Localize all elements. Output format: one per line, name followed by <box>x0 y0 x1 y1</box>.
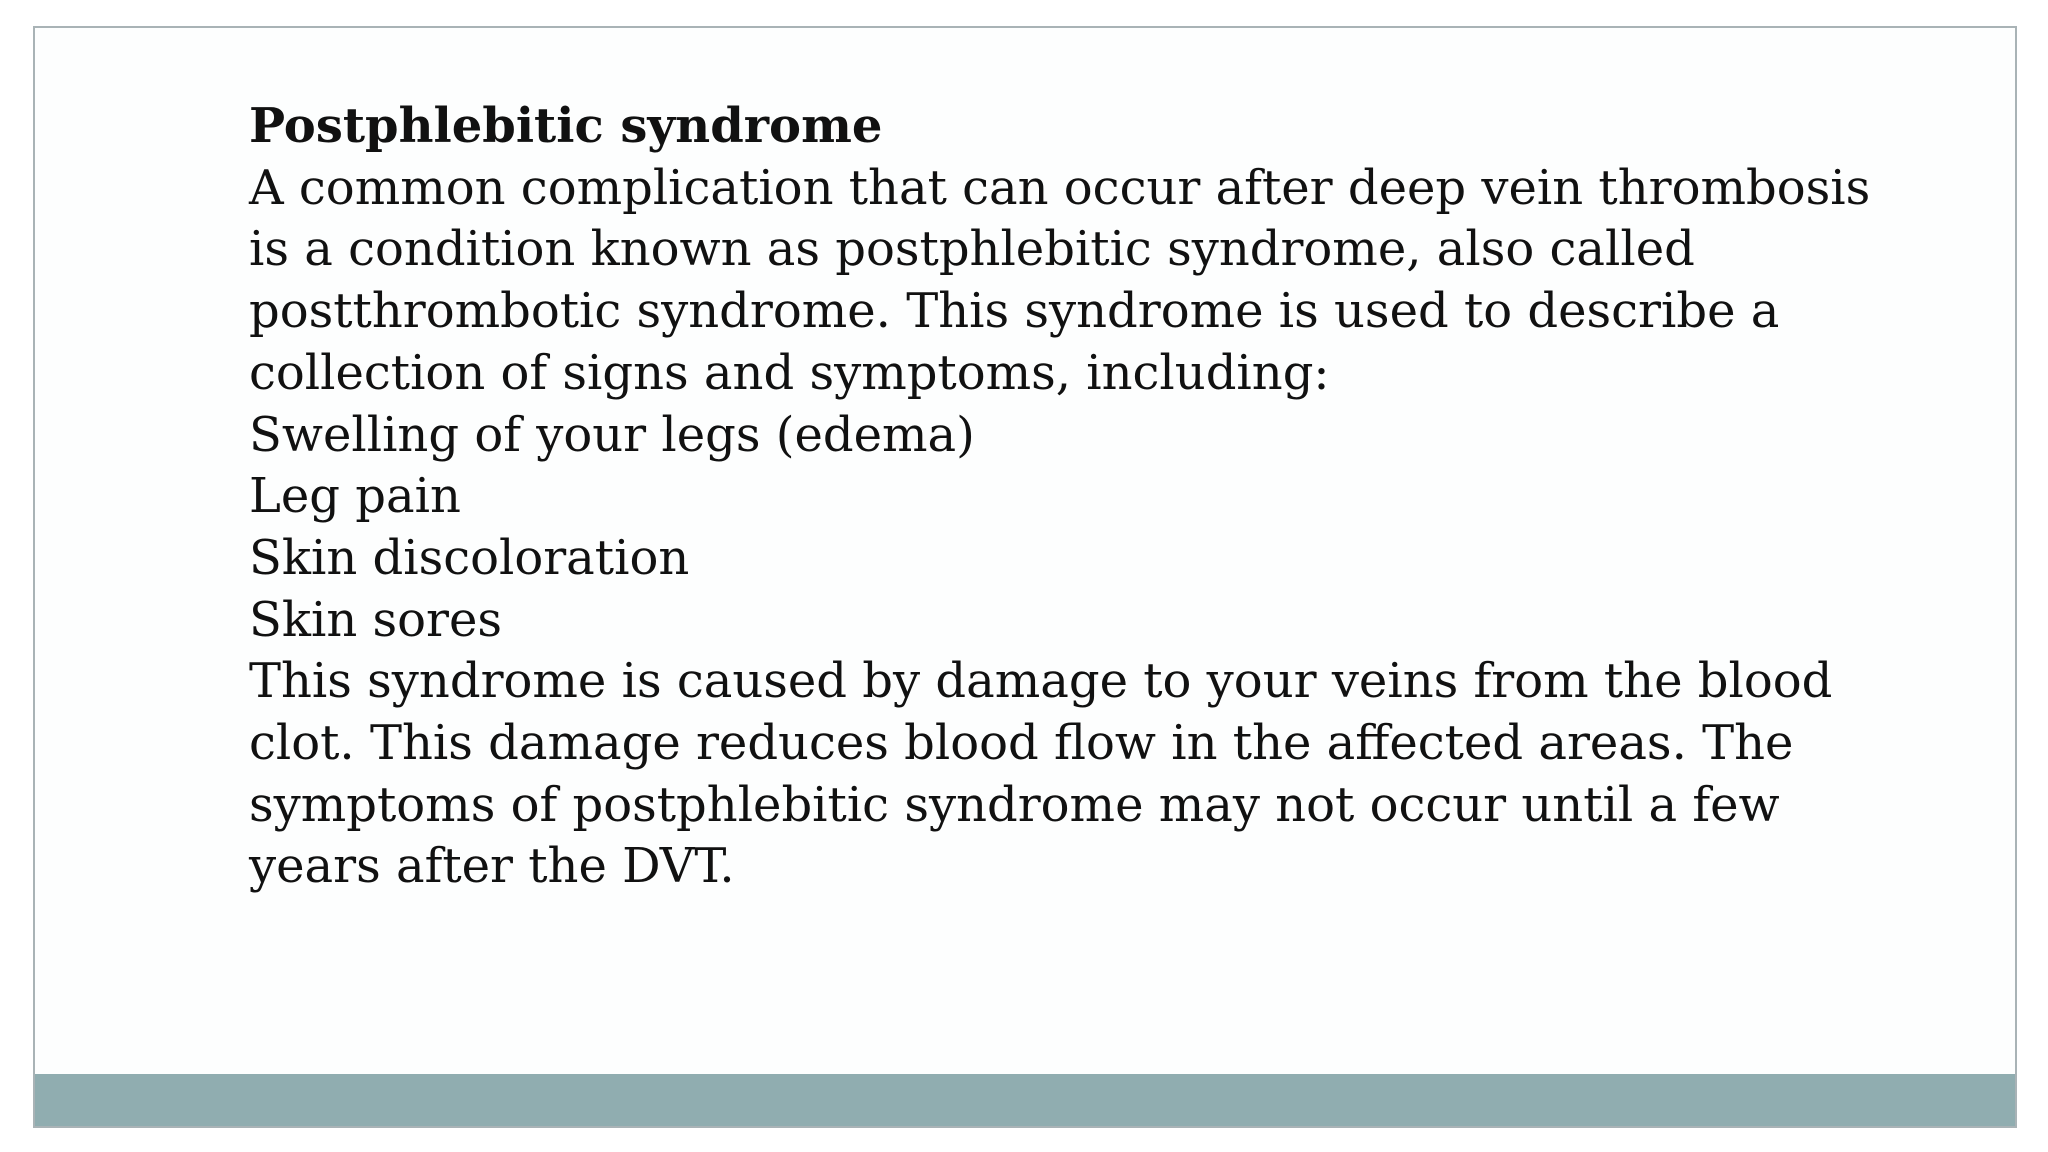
slide-title: Postphlebitic syndrome <box>249 98 883 154</box>
intro-line: collection of signs and symptoms, including: <box>249 344 1330 401</box>
symptom-item: Skin discoloration <box>249 529 690 586</box>
intro-line: postthrombotic syndrome. This syndrome is used to describe a <box>249 283 1780 340</box>
closing-line: This syndrome is caused by damage to your veins from the blood <box>249 653 1833 710</box>
slide-frame <box>33 26 2017 1128</box>
intro-line: is a condition known as postphlebitic syndrome, also called <box>249 221 1695 278</box>
closing-line: years after the DVT. <box>249 838 735 895</box>
closing-line: clot. This damage reduces blood flow in the affected areas. The <box>249 715 1794 772</box>
footer-bar <box>35 1074 2015 1126</box>
intro-line: A common complication that can occur after deep vein thrombosis <box>249 159 1871 216</box>
symptom-item: Leg pain <box>249 468 461 525</box>
slide-text-body <box>249 96 1869 898</box>
closing-line: symptoms of postphlebitic syndrome may not occur until a few <box>249 776 1780 833</box>
symptom-item: Swelling of your legs (edema) <box>249 406 975 463</box>
symptom-item: Skin sores <box>249 591 503 648</box>
